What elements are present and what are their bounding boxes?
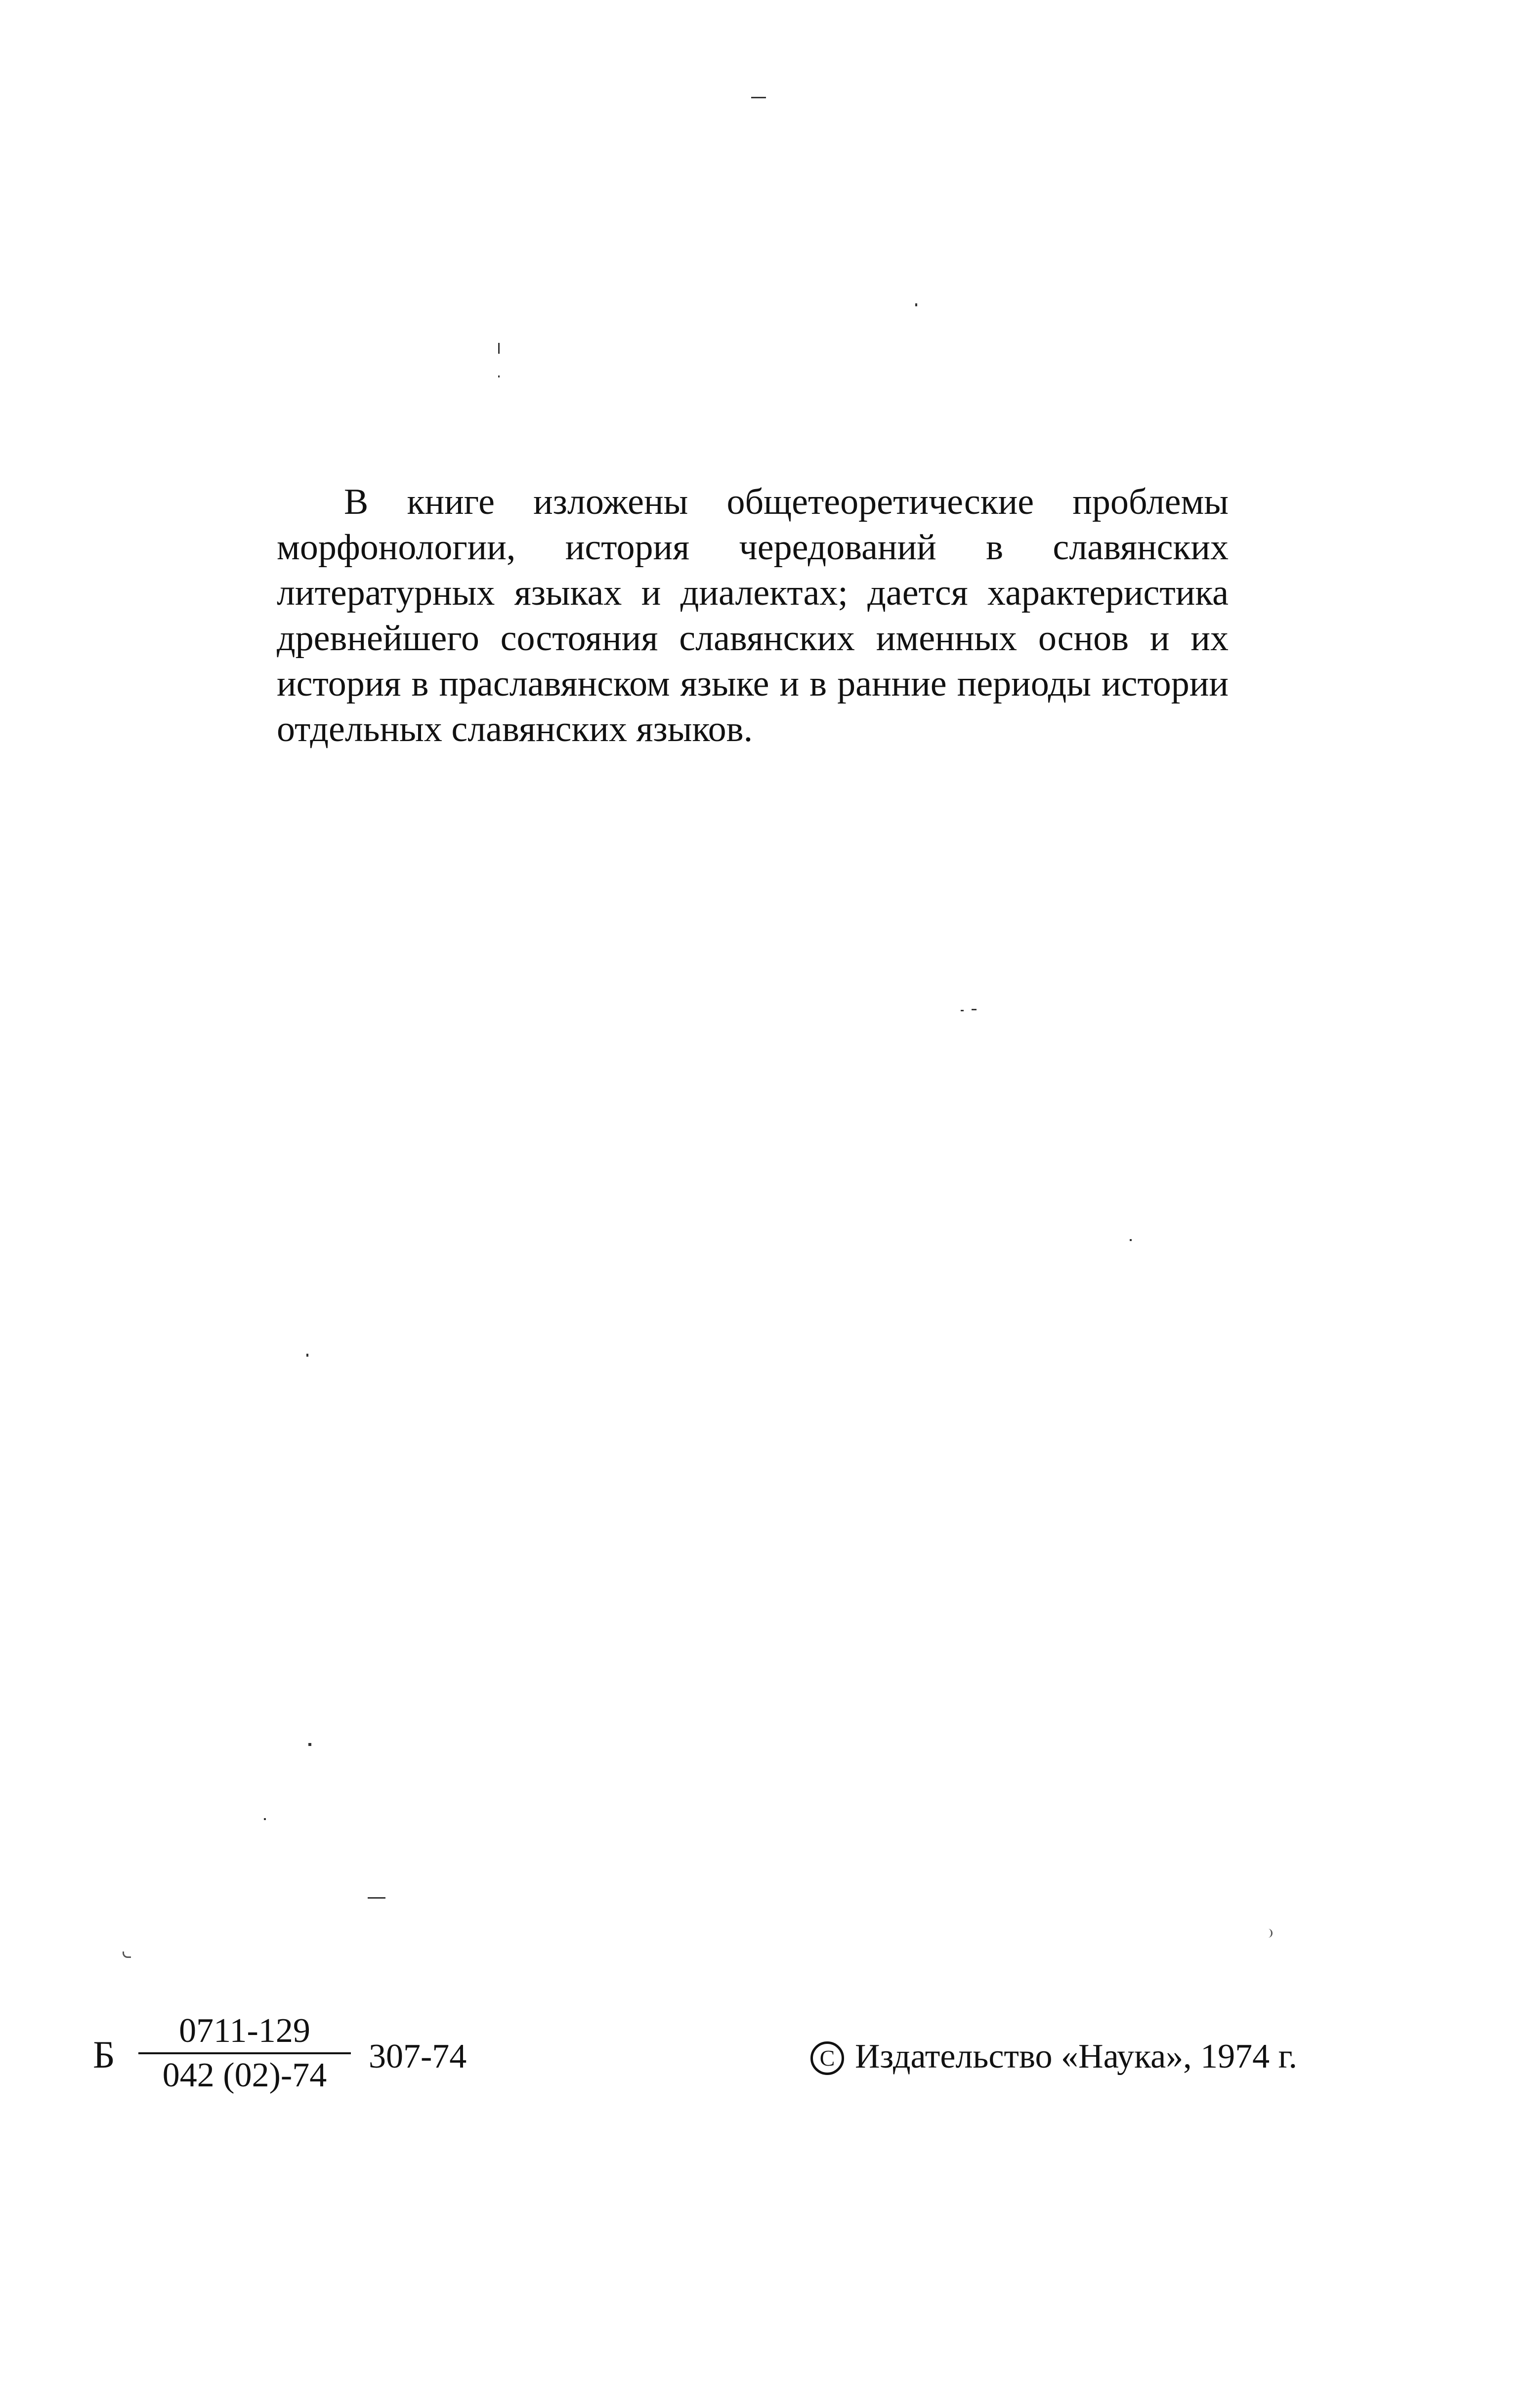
scan-speck [961, 1010, 964, 1011]
scan-speck [1267, 1929, 1273, 1938]
abstract-paragraph: В книге изложены общетеоретические проблемы морфонологии, история чередований в славянских литературных языках и диалектах; дается характеристика древнейшего состояния славянских именных основ и их история в праславянском языке и в ранние периоды истории отдельных славянских языков. [277, 482, 1229, 749]
scan-speck [123, 1951, 131, 1958]
imprint-letter: Б [93, 2033, 115, 2076]
publisher-text: Издательство «Наука», 1974 г. [855, 2037, 1297, 2076]
scan-speck [915, 303, 917, 306]
scan-speck [498, 375, 500, 377]
scan-speck [972, 1009, 977, 1010]
copyright-line [810, 2034, 1297, 2079]
imprint-fraction [138, 2010, 351, 2097]
scan-speck [264, 1818, 266, 1820]
scan-speck [308, 1743, 311, 1746]
scan-speck [306, 1354, 308, 1357]
scan-speck [751, 97, 766, 98]
scan-speck [368, 1897, 385, 1899]
imprint-code [93, 2010, 587, 2109]
imprint-denominator: 042 (02)-74 [162, 2056, 327, 2094]
imprint-suffix: 307-74 [369, 2037, 467, 2076]
scan-speck [498, 343, 500, 354]
imprint-numerator: 0711-129 [179, 2012, 310, 2050]
copyright-icon: C [810, 2041, 844, 2075]
scan-speck [1130, 1239, 1132, 1241]
